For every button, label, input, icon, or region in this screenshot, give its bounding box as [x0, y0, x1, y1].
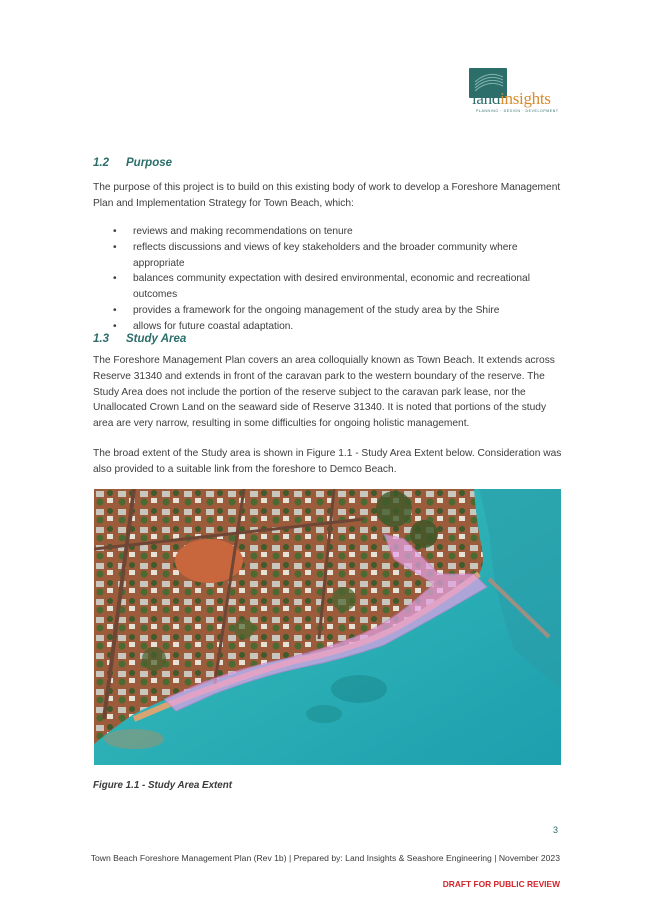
page-number: 3	[553, 825, 559, 835]
list-item: • reflects discussions and views of key stakeholders and the broader community where appropriate	[113, 241, 518, 269]
draft-notice: DRAFT FOR PUBLIC REVIEW	[442, 879, 560, 889]
list-item: • balances community expectation with desired environmental, economic and recreational outcomes	[113, 273, 530, 301]
bullet-icon: •	[113, 226, 117, 237]
bullet-icon: •	[113, 241, 117, 253]
list-item: • reviews and making recommendations on tenure	[93, 224, 565, 240]
purpose-bullet-list	[93, 224, 565, 335]
purpose-intro: The purpose of this project is to build on this existing body of work to develop a Foreshore Management Plan and Implementation Strategy for Town Beach, which:	[93, 182, 561, 209]
heading-purpose	[93, 157, 172, 169]
section-number: 1.2	[93, 157, 109, 169]
land-insights-logo	[466, 68, 564, 118]
study-area-paragraph-2: The broad extent of the Study area is shown in Figure 1.1 - Study Area Extent below. Consideration was also provided to a suitable link from the foreshore to Demco Beach.	[93, 448, 562, 475]
bullet-icon: •	[113, 320, 117, 332]
section-title: Purpose	[126, 157, 173, 169]
study-area-aerial-map	[94, 489, 561, 765]
page-footer: Town Beach Foreshore Management Plan (Rev 1b) | Prepared by: Land Insights & Seashore Engineering | November 2023	[90, 853, 560, 863]
list-item: • provides a framework for the ongoing management of the study area by the Shire	[93, 303, 565, 319]
section-number: 1.3	[93, 333, 109, 345]
figure-caption: Figure 1.1 - Study Area Extent	[93, 780, 233, 791]
section-title: Study Area	[126, 333, 187, 345]
bullet-icon: •	[113, 273, 117, 285]
study-area-paragraph-1: The Foreshore Management Plan covers an area colloquially known as Town Beach. It extends across Reserve 31340 and extends in front of the caravan park to the western boundary of the reserve. The Study Area does not include the portion of the reserve subject to the caravan park lease, nor the Unallocated Crown Land on the seaward side of Reserve 31340. It is noted that portions of the study area are very narrow, resulting in some difficulties for ongoing holistic management.	[93, 355, 555, 430]
logo-tagline: PLANNING · DESIGN · DEVELOPMENT	[476, 109, 559, 113]
list-item: • allows for future coastal adaptation.	[93, 319, 565, 335]
logo-wordmark: landinsights	[472, 89, 551, 108]
bullet-icon: •	[113, 304, 117, 316]
heading-study-area	[93, 333, 186, 345]
